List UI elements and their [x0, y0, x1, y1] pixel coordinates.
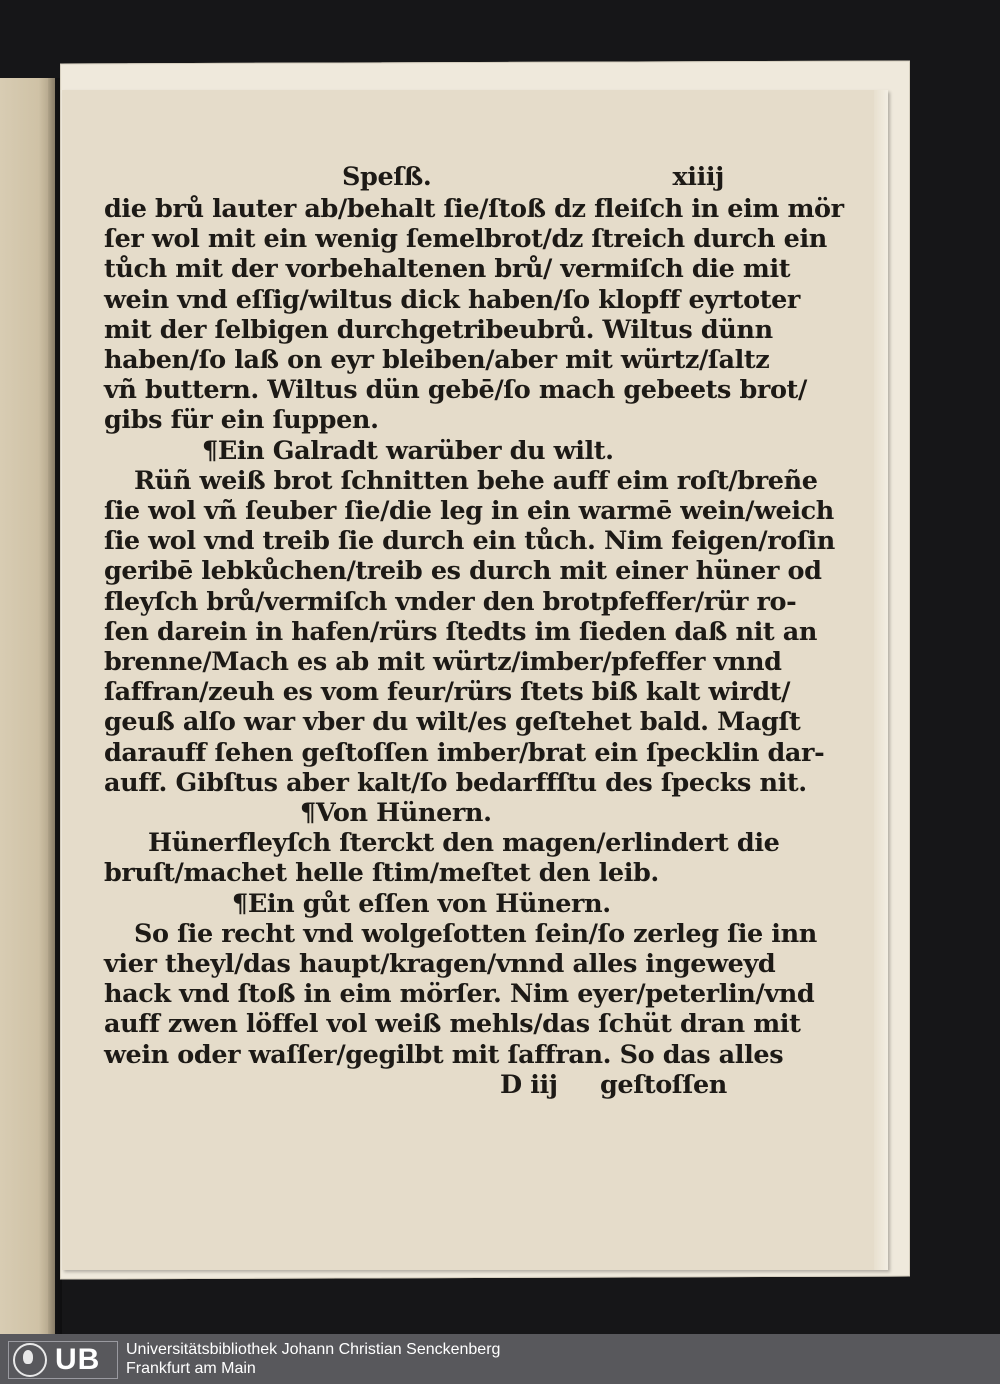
institution-line: Frankfurt am Main	[126, 1360, 256, 1377]
text-block	[104, 162, 844, 1102]
library-footer	[0, 1334, 1000, 1384]
text-line: ſer wol mit ein wenig ſemelbrot/dz ſtreich durch ein	[104, 224, 827, 255]
text-line: fleyſch brů/vermiſch vnder den brotpfeffer/rür ro-	[104, 586, 797, 617]
section-heading: ¶Ein Galradt warüber du wilt.	[202, 435, 614, 466]
text-line: mit der ſelbigen durchgetribeubrů. Wiltus dünn	[104, 314, 773, 345]
text-line: auff zwen löffel vol weiß mehls/das ſchüt dran mit	[104, 1009, 801, 1040]
text-line: darauff ſehen geſtoſſen imber/brat ein ſpecklin dar-	[104, 737, 825, 768]
text-line: geuß alſo war vber du wilt/es geſtehet bald. Magſt	[104, 707, 801, 738]
running-head	[104, 162, 724, 194]
text-line: tůch mit der vorbehaltenen brů/ vermiſch die mit	[104, 254, 791, 285]
catchword: geſtoſſen	[600, 1069, 727, 1100]
seal-icon	[13, 1343, 47, 1377]
signature-mark: D iij	[500, 1069, 558, 1100]
text-line: die brů lauter ab/behalt ſie/ſtoß dz fleiſch in eim mör	[104, 194, 844, 224]
text-line: So ſie recht vnd wolgeſotten ſein/ſo zerleg ſie inn	[134, 918, 817, 949]
logo-text: UB	[55, 1343, 101, 1376]
text-line: vier theyl/das haupt/kragen/vnnd alles ingeweyd	[104, 949, 776, 980]
text-line: geribē lebkůchen/treib es durch mit einer hüner od	[104, 556, 822, 587]
library-logo[interactable]	[8, 1341, 118, 1379]
text-line: bruſt/machet helle ſtim/meſtet den leib.	[104, 858, 659, 889]
text-line: hack vnd ſtoß in eim mörſer. Nim eyer/peterlin/vnd	[104, 979, 815, 1010]
text-line: ſaffran/zeuh es vom feur/rürs ſtets biß kalt wirdt/	[104, 677, 791, 708]
facing-page-edge	[0, 78, 55, 1334]
institution-name	[126, 1340, 500, 1378]
text-line: haben/ſo laß on eyr bleiben/aber mit würtz/ſaltz	[104, 345, 770, 376]
text-line: ſie wol vñ ſeuber ſie/die leg in ein warmē wein/weich	[104, 496, 834, 527]
folio-number: xiiij	[672, 162, 724, 192]
text-line: ſie wol vnd treib ſie durch ein tůch. Nim feigen/roſin	[104, 526, 835, 557]
page-fore-edge	[874, 90, 888, 1270]
institution-line: Universitätsbibliothek Johann Christian Senckenberg	[126, 1341, 501, 1358]
section-heading: ¶Ein gůt eſſen von Hünern.	[232, 888, 611, 919]
text-line: Rüñ weiß brot ſchnitten behe auff eim roſt/breñe	[134, 465, 818, 496]
text-line: auff. Gibſtus aber kalt/ſo bedarffſtu des ſpecks nit.	[104, 767, 807, 798]
running-title: Speſß.	[342, 162, 432, 192]
text-line: wein vnd eſſig/wiltus dick haben/ſo klopff eyrtoter	[104, 284, 800, 315]
text-line: vñ buttern. Wiltus dün gebē/ſo mach gebeets brot/	[104, 375, 807, 406]
text-line: ſen darein in hafen/rürs ſtedts im ſieden daß nit an	[104, 616, 818, 647]
catchword-line	[104, 1069, 727, 1102]
text-line: wein oder waſſer/gegilbt mit ſaffran. So das alles	[104, 1039, 784, 1070]
book-page	[62, 90, 888, 1270]
text-line: gibs für ein ſuppen.	[104, 405, 379, 436]
text-line: Hünerfleyſch ſterckt den magen/erlindert die	[148, 828, 780, 859]
section-heading: ¶Von Hünern.	[300, 798, 492, 829]
text-line: brenne/Mach es ab mit würtz/imber/pfeffer vnnd	[104, 647, 782, 678]
